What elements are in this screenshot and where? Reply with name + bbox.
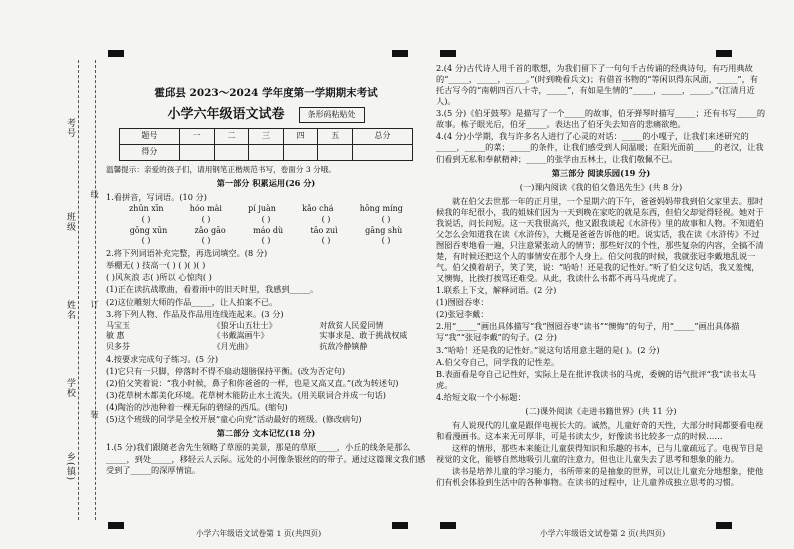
r1-question-1b: (2)张冠李戴： xyxy=(436,309,489,320)
registration-mark xyxy=(108,50,124,57)
exam-number-label: 考号 xyxy=(65,118,75,138)
question-1: 1.看拼音，写词语。(10 分) xyxy=(106,192,207,203)
binding-margin xyxy=(0,0,100,549)
registration-mark xyxy=(108,522,124,529)
score-table xyxy=(119,128,413,161)
match-work[interactable]: 《狼牙山五壮士》 xyxy=(212,320,277,330)
score-row xyxy=(120,144,413,160)
question-5: 1.(5 分)我们跟随老舍先生领略了草原的美景，那是的草原_____，小丘的线条是那么_____，到处_____，移轻云人云际。远处的小河像条银丝的的带子。通过这篇课文我们感受到了_____的深厚情谊。 xyxy=(106,442,426,475)
q4-item: (4)陶治的沙池种着一棵无际的碧绿的西瓜。(缩句) xyxy=(106,402,288,413)
pinyin-item: hóo mài xyxy=(189,204,222,214)
pinyin-item: hōng míng xyxy=(359,204,403,214)
match-row xyxy=(106,342,426,353)
match-trait[interactable]: 实事求是、敢于挑战权威 xyxy=(319,331,408,341)
question-3: 3.将下列人物、作品及作品用连线连起来。(3 分) xyxy=(106,308,284,319)
page-2-footer: 小学六年级语文试卷第 2 页(共四页) xyxy=(540,529,666,538)
p2-question-4: 4.(4 分)小学期，我与许多名人进行了心灵的对话：_____的小嘎子，让我们来述研究的_____，_____的菜；_____的条件，让我们感受到人间温暖；在阳光面前_____的老汉，让我们看到无私和奉献精神；_____的张学由五林土，让我们敬佩不已。 xyxy=(436,131,764,164)
answer-boxes-row[interactable]: ( ) ( ) ( ) ( ) ( ) xyxy=(141,236,391,246)
fold-mark: 线 xyxy=(90,190,99,199)
exam-title: 霍邱县 2023～2024 学年度第一学期期末考试 xyxy=(154,87,378,99)
instructions-note: 温馨提示：亲爱的孩子们，请用钢笔正楷规范书写，卷面分 3 分哦。 xyxy=(106,164,336,174)
reading1-passage: 就在伯父去世那一年的正月里，一个星期六的下午，爸爸妈妈带我到伯父家里去。那时候我的年纪很小，我的姐妹们因为一天到晚在家吃的就是东西，但伯父却觉得轻视。她对于我说话，问长问短。这一天我很高兴，他又跟我谈起《水浒传》里的故事和人物。不知道伯父怎么会知道我在读《水浒传》，大概是爸爸告诉他的吧。说实话，我在读《水浒传》不过囫囵吞枣地看一遍，只注意紧张动人的情节；那些好汉的个性，那些复杂的内容，全搞不清楚，有时候还把这个人的事情安在那个人身上。伯父问我的时候，我就张冠李戴地乱说一气。伯父摸着胡子，笑了笑，说：“哈哈！还是我的记性好。”听了伯父这句话，我又羞愧，又懊悔，比挨打挨骂还难受。从此，我读什么书都不再马马虎虎了。 xyxy=(436,195,764,284)
score-header-cell: 四 xyxy=(283,128,318,144)
reading2-passage: 读书是培养儿童的学习能力，书所带来的是抽象的世界，可以让儿童充分地想象，使他们有机会体验到生活中的各种事物。在读书的过程中，让儿童养成独立思考的习惯。 xyxy=(436,466,764,488)
match-row xyxy=(106,321,426,332)
q4-item: (5)这个班级的同学是全校开展“童心向党”活动最好的班级。(修改病句) xyxy=(106,414,362,425)
p2-question-2: 2.(4 分)古代诗人用千首的歌想，为我们留下了一句句千古传诵的经典诗句，有巧用典故的“_____，_____，_____。”(时到晚看兵文)；有借首书物的“等闲识得东风面，_____”，有托古写今的“南朝四百八十寺，_____”，有如是生情的“_____，_____，_____。”(江清月近人)。 xyxy=(436,63,758,107)
question-4: 4.按要求完成句子练习。(5 分) xyxy=(106,354,219,365)
page-2 xyxy=(436,62,766,489)
score-cell[interactable] xyxy=(283,144,318,160)
score-cell[interactable] xyxy=(318,144,353,160)
answer-boxes-row[interactable]: ( ) ( ) ( ) ( ) ( ) xyxy=(141,214,391,224)
pinyin-item: kǎo chá xyxy=(302,204,334,214)
pinyin-item: gāng shù xyxy=(365,225,403,235)
fold-mark: 装 xyxy=(90,410,99,419)
question-2: 2.将下列词语补充完整，再选词填空。(8 分) xyxy=(106,248,268,259)
part1-title: 第一部分 积累运用(26 分) xyxy=(216,177,316,188)
registration-mark xyxy=(392,522,408,529)
score-header-cell: 二 xyxy=(214,128,249,144)
registration-mark xyxy=(716,522,732,529)
q4-item: (1)它只有一只脚，停落时不得不扇动翅膀保持平衡。(改为否定句) xyxy=(106,366,346,377)
r1-option-b: B.表面看是夸自己记性好，实际上是在批评我读书的马虎，委婉的语气批评“我”读书太马虎。 xyxy=(436,368,756,390)
match-person[interactable]: 贝多芬 xyxy=(106,342,130,352)
q2-line: 举棚无( ) 技高一( ) ( )( )( ) xyxy=(106,260,206,271)
score-header-cell: 总分 xyxy=(353,128,413,144)
score-cell[interactable] xyxy=(179,144,214,160)
score-header-cell: 五 xyxy=(318,128,353,144)
score-row-label: 得分 xyxy=(120,144,180,160)
match-person[interactable]: 马宝玉 xyxy=(106,320,130,330)
q4-item: (2)伯父笑着说：“我小时候，鼻子和你爸爸的一样，也是又高又直。”(改为转述句) xyxy=(106,378,399,389)
pinyin-item: gōng xūn xyxy=(129,225,168,235)
part3-title: 第三部分 阅读乐园(19 分) xyxy=(551,167,651,178)
reading2-passage: 有人说现代的儿童是跟伴电视长大的。诚然，儿童好奇的天性，大部分时间都要看电视和看漫画书。这本来无可厚非，可是书读太少，好像读书比较多一点的时候…… xyxy=(436,419,764,441)
r1-question-4: 4.给短文取一个小标题： xyxy=(436,391,526,402)
paper-title: 小学六年级语文试卷 xyxy=(167,107,285,123)
registration-mark xyxy=(392,50,408,57)
reading2-title: (二)课外阅读《走进书籍世界》(共 11 分) xyxy=(525,405,677,416)
r1-question-3: 3.“哈哈！还是我的记性好。”说这句话用意主题的是( )。(2 分) xyxy=(436,344,660,355)
pinyin-item: zhūn xīn xyxy=(129,204,164,214)
reading1-title: (一)课内阅读《我的伯父鲁迅先生》(共 8 分) xyxy=(519,181,683,192)
match-work[interactable]: 《月光曲》 xyxy=(212,342,253,352)
score-header-cell: 一 xyxy=(179,128,214,144)
match-person[interactable]: 敏 惠 xyxy=(106,331,125,341)
score-header-cell: 题号 xyxy=(120,128,180,144)
match-trait[interactable]: 抗敌冷静镇静 xyxy=(319,342,368,352)
match-row xyxy=(106,331,426,342)
p2-question-3: 3.(5 分)《伯牙鼓琴》是描写了一个_____的故事，伯牙弹琴时描写_____；还有书写_____的故事。栋子眼光后，伯牙_____。表达出了伯牙失去知音的悲痛欲绝。 xyxy=(436,108,766,130)
score-cell[interactable] xyxy=(353,144,413,160)
pinyin-item: máo dù xyxy=(253,225,284,235)
r1-question-1a: (1)囫囵吞枣： xyxy=(436,297,489,308)
fold-mark: 订 xyxy=(90,300,99,309)
pinyin-item: zǎo gāo xyxy=(194,225,226,235)
name-label: 姓名 xyxy=(65,300,75,320)
pinyin-item: pí juàn xyxy=(248,204,276,214)
pinyin-row xyxy=(106,226,426,237)
q4-item: (3)花草树木都美化环境。花草树木能防止水土流失。(用关联词合并成一句话) xyxy=(106,390,386,401)
pinyin-row xyxy=(106,204,426,215)
page-1 xyxy=(106,86,426,477)
part2-title: 第二部分 文本记忆(18 分) xyxy=(216,428,316,439)
q2-sub: (1)正在读抗战歌曲，看着雨中的旧天时里，我感到_____。 xyxy=(106,284,319,295)
r1-option-a: A.伯父夸自己，同学我的记性差。 xyxy=(436,356,560,367)
r1-question-1: 1.联系上下文，解释词语。(2 分) xyxy=(436,285,557,296)
q2-sub: (2)这位雕刻大师的作品_____，让人拍案不已。 xyxy=(106,296,278,307)
r1-question-2: 2.用“_____”画出具体描写“我”囫囵吞枣“读书”“懊悔”的句子，用“_____”画出具体描写“我”“张冠李戴”的句子。(2 分) xyxy=(436,321,740,343)
score-header-cell: 三 xyxy=(249,128,284,144)
school-label: 学校 xyxy=(65,378,75,398)
pinyin-item: tāo zuì xyxy=(310,225,338,235)
binding-line xyxy=(95,60,96,520)
registration-mark xyxy=(716,50,732,57)
barcode-area: 条形码粘贴处 xyxy=(299,107,365,124)
town-label: 乡(镇) xyxy=(65,452,75,482)
score-header-row xyxy=(120,128,413,144)
class-label: 班级 xyxy=(65,212,75,232)
reading2-passage: 这样的情形，那些本来能让儿童获得知识和乐趣的书本，已与儿童疏远了。电视节目是视觉的文化，能够自然地吸引儿童的注意力，但也让儿童失去了思考和想象的能力。 xyxy=(436,443,764,465)
registration-mark xyxy=(440,50,456,57)
page-1-footer: 小学六年级语文试卷第 1 页(共四页) xyxy=(196,529,322,538)
registration-mark xyxy=(440,522,456,529)
match-work[interactable]: 《书戴嵩画牛》 xyxy=(212,331,269,341)
answer-line xyxy=(78,60,79,520)
q2-line: ( )风灰浪 志( )所以 心惊肉( ) xyxy=(106,272,212,283)
match-trait[interactable]: 对敌贫人民爱同情 xyxy=(319,320,384,330)
score-cell[interactable] xyxy=(214,144,249,160)
score-cell[interactable] xyxy=(249,144,284,160)
